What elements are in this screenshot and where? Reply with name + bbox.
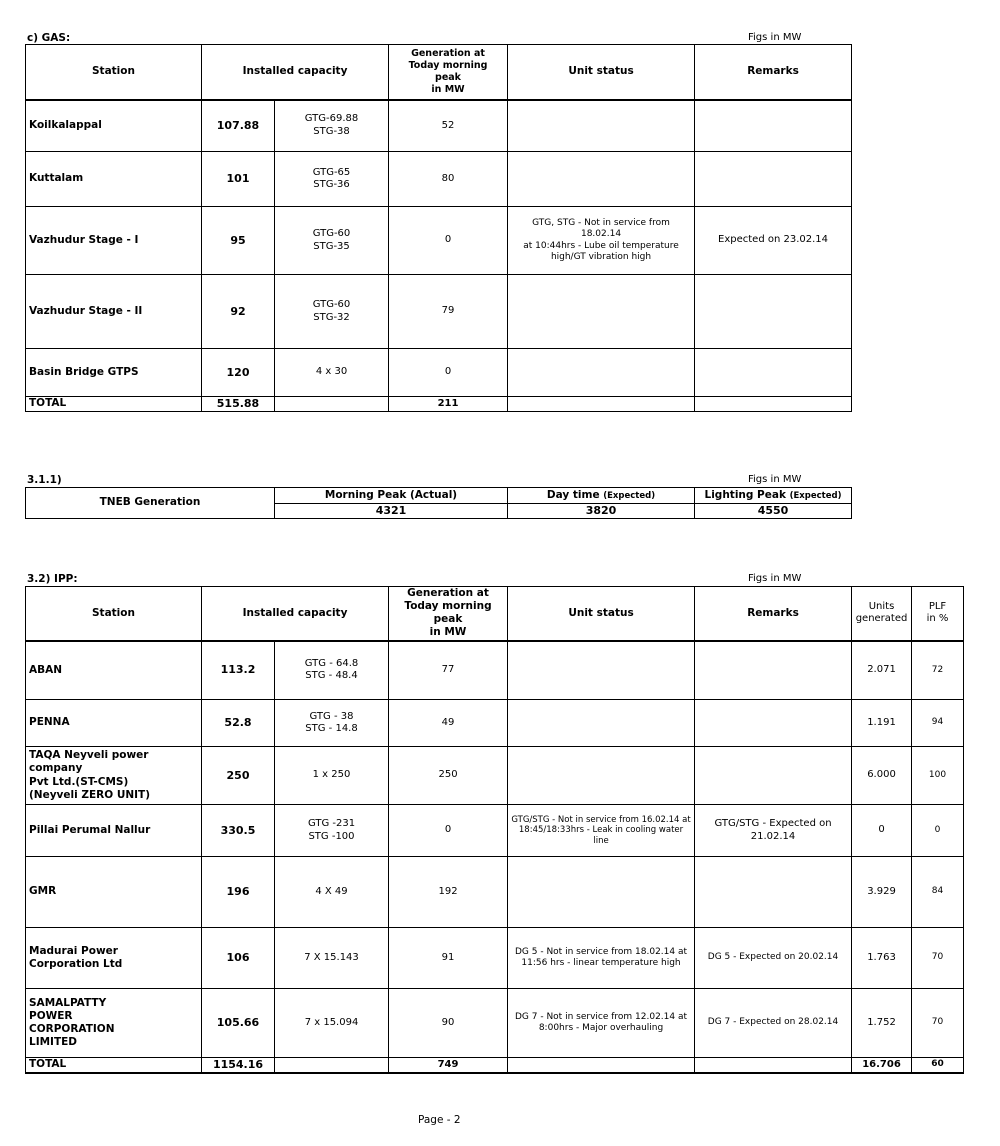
remarks: GTG/STG - Expected on 21.02.14 — [695, 805, 852, 857]
generation-value: 79 — [389, 275, 508, 349]
total-generation: 749 — [389, 1058, 508, 1073]
tneb-day-header: Day time (Expected) — [508, 488, 695, 504]
total-label: TOTAL — [26, 397, 202, 412]
generation-value: 0 — [389, 349, 508, 397]
unit-status: GTG, STG - Not in service from 18.02.14 at 10:44hrs - Lube oil temperature high/GT vibration high — [508, 207, 695, 275]
gas-section-title: c) GAS: — [27, 32, 71, 44]
unit-status: GTG/STG - Not in service from 16.02.14 at 18:45/18:33hrs - Leak in cooling water line — [508, 805, 695, 857]
tneb-label: TNEB Generation — [26, 488, 275, 519]
station-name: Basin Bridge GTPS — [26, 349, 202, 397]
tneb-table — [25, 487, 852, 519]
ipp-header-station: Station — [26, 587, 202, 641]
remarks: DG 7 - Expected on 28.02.14 — [695, 989, 852, 1058]
remarks — [695, 349, 852, 397]
remarks — [695, 152, 852, 207]
tneb-figs-unit: Figs in MW — [748, 474, 802, 485]
ipp-row — [26, 928, 964, 989]
plf-value: 70 — [912, 928, 964, 989]
unit-breakdown: 4 X 49 — [275, 857, 389, 928]
gas-figs-unit: Figs in MW — [748, 32, 802, 43]
ipp-header-units-generated: Units generated — [852, 587, 912, 641]
unit-status: DG 5 - Not in service from 18.02.14 at 11:56 hrs - linear temperature high — [508, 928, 695, 989]
installed-capacity: 106 — [202, 928, 275, 989]
plf-value: 94 — [912, 700, 964, 747]
tneb-section-title: 3.1.1) — [27, 474, 62, 486]
station-name: ABAN — [26, 641, 202, 700]
ipp-header-installed: Installed capacity — [202, 587, 389, 641]
installed-capacity: 250 — [202, 747, 275, 805]
ipp-row — [26, 747, 964, 805]
installed-capacity: 196 — [202, 857, 275, 928]
station-name: GMR — [26, 857, 202, 928]
tneb-light-header: Lighting Peak (Expected) — [695, 488, 852, 504]
remarks — [695, 100, 852, 152]
tneb-light-value: 4550 — [695, 504, 852, 519]
remarks: Expected on 23.02.14 — [695, 207, 852, 275]
unit-breakdown: GTG-60 STG-32 — [275, 275, 389, 349]
remarks — [695, 275, 852, 349]
station-name: SAMALPATTY POWER CORPORATION LIMITED — [26, 989, 202, 1058]
generation-value: 80 — [389, 152, 508, 207]
gas-row — [26, 207, 852, 275]
units-generated: 1.752 — [852, 989, 912, 1058]
gas-header-status: Unit status — [508, 45, 695, 100]
gas-header-station: Station — [26, 45, 202, 100]
ipp-row — [26, 700, 964, 747]
installed-capacity: 120 — [202, 349, 275, 397]
station-name: Kuttalam — [26, 152, 202, 207]
generation-value: 49 — [389, 700, 508, 747]
gas-header-installed: Installed capacity — [202, 45, 389, 100]
gas-row — [26, 100, 852, 152]
unit-status — [508, 152, 695, 207]
gas-total-row — [26, 397, 852, 412]
station-name: Koilkalappal — [26, 100, 202, 152]
gas-row — [26, 275, 852, 349]
ipp-header-remarks: Remarks — [695, 587, 852, 641]
ipp-row — [26, 989, 964, 1058]
ipp-header-status: Unit status — [508, 587, 695, 641]
units-generated: 2.071 — [852, 641, 912, 700]
tneb-morning-header: Morning Peak (Actual) — [275, 488, 508, 504]
gas-header-remarks: Remarks — [695, 45, 852, 100]
ipp-total-row — [26, 1058, 964, 1073]
generation-value: 52 — [389, 100, 508, 152]
plf-value: 0 — [912, 805, 964, 857]
units-generated: 3.929 — [852, 857, 912, 928]
total-units-generated: 16.706 — [852, 1058, 912, 1073]
tneb-morning-value: 4321 — [275, 504, 508, 519]
gas-table — [25, 44, 852, 412]
installed-capacity: 101 — [202, 152, 275, 207]
installed-capacity: 330.5 — [202, 805, 275, 857]
units-generated: 1.763 — [852, 928, 912, 989]
plf-value: 100 — [912, 747, 964, 805]
remarks: DG 5 - Expected on 20.02.14 — [695, 928, 852, 989]
station-name: Pillai Perumal Nallur — [26, 805, 202, 857]
ipp-table — [25, 586, 964, 1074]
total-plf: 60 — [912, 1058, 964, 1073]
unit-breakdown: GTG - 38 STG - 14.8 — [275, 700, 389, 747]
remarks — [695, 857, 852, 928]
plf-value: 72 — [912, 641, 964, 700]
ipp-row — [26, 857, 964, 928]
plf-value: 84 — [912, 857, 964, 928]
total-capacity: 1154.16 — [202, 1058, 275, 1073]
installed-capacity: 105.66 — [202, 989, 275, 1058]
unit-status — [508, 100, 695, 152]
ipp-header-plf: PLF in % — [912, 587, 964, 641]
installed-capacity: 92 — [202, 275, 275, 349]
ipp-row — [26, 641, 964, 700]
units-generated: 6.000 — [852, 747, 912, 805]
gas-row — [26, 152, 852, 207]
unit-status — [508, 275, 695, 349]
unit-breakdown: 7 X 15.143 — [275, 928, 389, 989]
tneb-day-value: 3820 — [508, 504, 695, 519]
generation-value: 77 — [389, 641, 508, 700]
ipp-figs-unit: Figs in MW — [748, 573, 802, 584]
units-generated: 1.191 — [852, 700, 912, 747]
unit-status — [508, 700, 695, 747]
remarks — [695, 700, 852, 747]
unit-status — [508, 641, 695, 700]
gas-header-generation: Generation at Today morning peak in MW — [389, 45, 508, 100]
installed-capacity: 52.8 — [202, 700, 275, 747]
station-name: Vazhudur Stage - II — [26, 275, 202, 349]
installed-capacity: 107.88 — [202, 100, 275, 152]
total-label: TOTAL — [26, 1058, 202, 1073]
ipp-section-title: 3.2) IPP: — [27, 573, 78, 585]
plf-value: 70 — [912, 989, 964, 1058]
station-name: TAQA Neyveli power company Pvt Ltd.(ST-CMS) (Neyveli ZERO UNIT) — [26, 747, 202, 805]
total-capacity: 515.88 — [202, 397, 275, 412]
station-name: Madurai Power Corporation Ltd — [26, 928, 202, 989]
unit-breakdown: GTG -231 STG -100 — [275, 805, 389, 857]
station-name: PENNA — [26, 700, 202, 747]
generation-value: 91 — [389, 928, 508, 989]
remarks — [695, 747, 852, 805]
generation-value: 0 — [389, 207, 508, 275]
unit-breakdown: GTG-69.88 STG-38 — [275, 100, 389, 152]
generation-value: 192 — [389, 857, 508, 928]
generation-value: 250 — [389, 747, 508, 805]
unit-breakdown: GTG - 64.8 STG - 48.4 — [275, 641, 389, 700]
remarks — [695, 641, 852, 700]
generation-value: 0 — [389, 805, 508, 857]
gas-row — [26, 349, 852, 397]
installed-capacity: 113.2 — [202, 641, 275, 700]
unit-breakdown: GTG-60 STG-35 — [275, 207, 389, 275]
ipp-header-generation: Generation at Today morning peak in MW — [389, 587, 508, 641]
ipp-row — [26, 805, 964, 857]
station-name: Vazhudur Stage - I — [26, 207, 202, 275]
total-generation: 211 — [389, 397, 508, 412]
unit-breakdown: 4 x 30 — [275, 349, 389, 397]
unit-status — [508, 747, 695, 805]
unit-breakdown: 7 x 15.094 — [275, 989, 389, 1058]
units-generated: 0 — [852, 805, 912, 857]
unit-status: DG 7 - Not in service from 12.02.14 at 8:00hrs - Major overhauling — [508, 989, 695, 1058]
installed-capacity: 95 — [202, 207, 275, 275]
unit-breakdown: 1 x 250 — [275, 747, 389, 805]
unit-status — [508, 857, 695, 928]
unit-status — [508, 349, 695, 397]
page-number: Page - 2 — [418, 1114, 461, 1126]
generation-value: 90 — [389, 989, 508, 1058]
unit-breakdown: GTG-65 STG-36 — [275, 152, 389, 207]
